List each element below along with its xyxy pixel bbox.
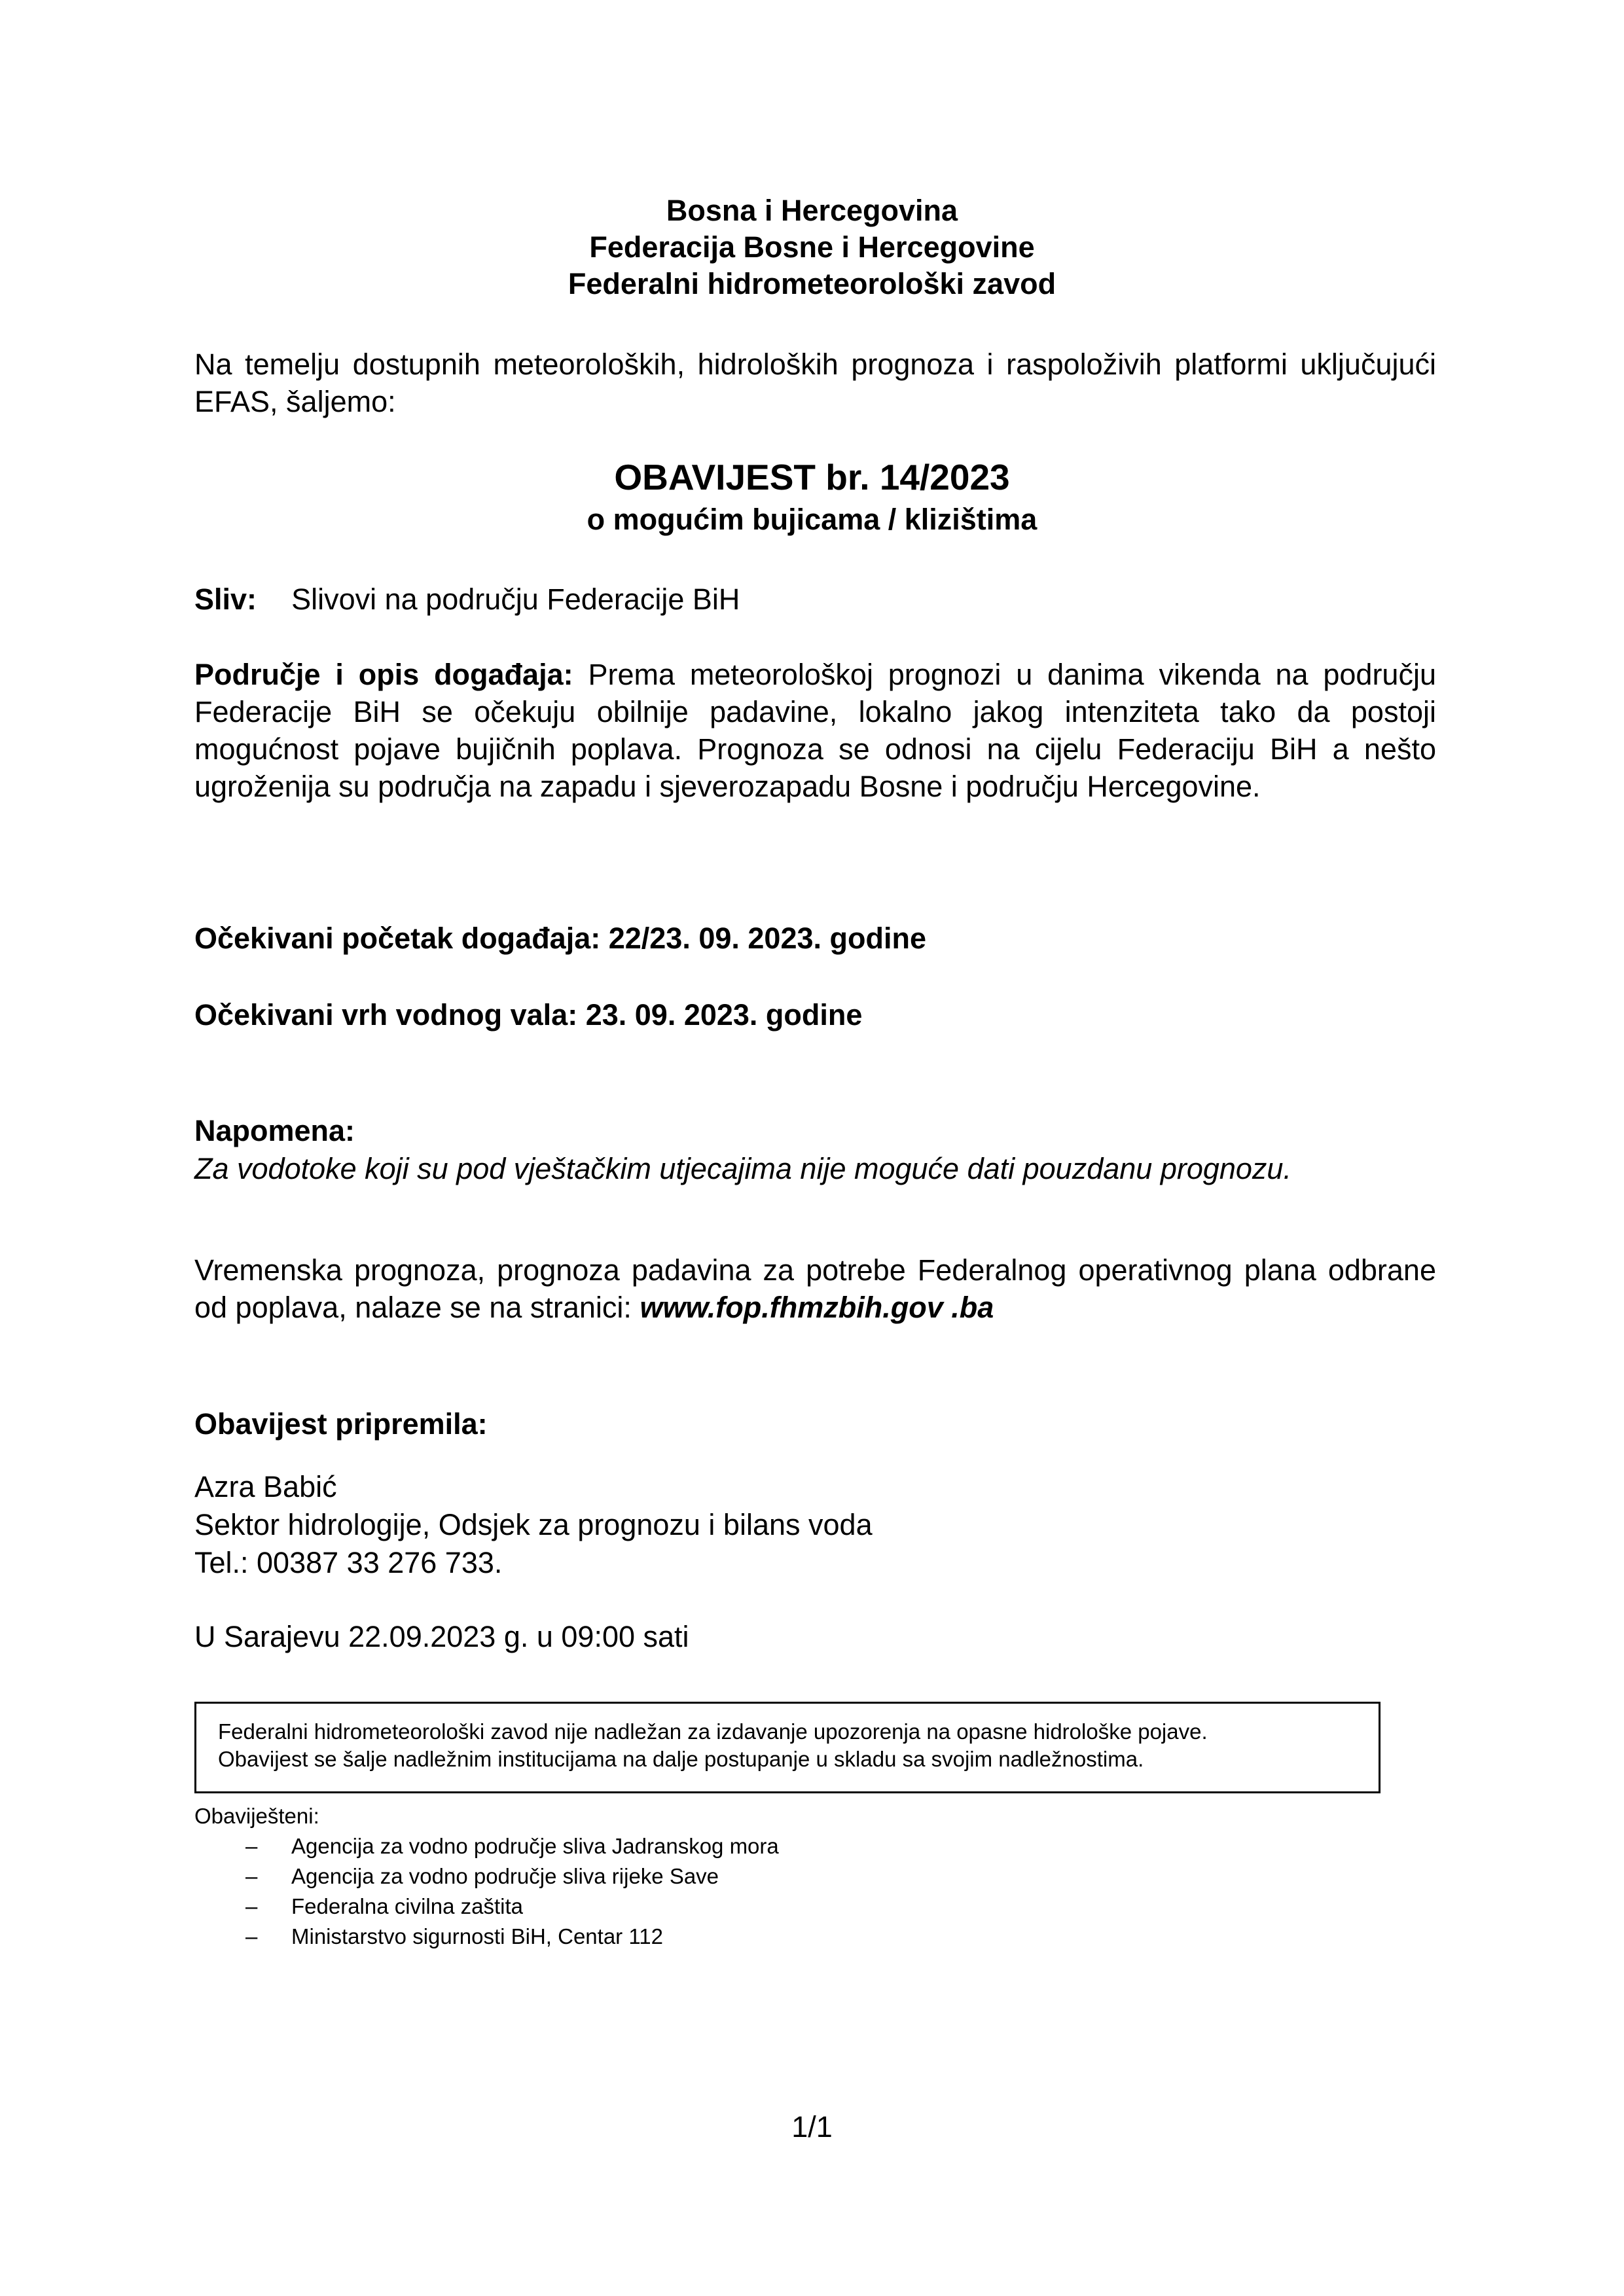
expected-start: Očekivani početak događaja: 22/23. 09. 2023. godine <box>194 922 926 955</box>
dash-bullet: – <box>245 1894 258 1918</box>
dash-bullet: – <box>245 1834 258 1858</box>
document-header <box>0 192 1624 302</box>
prepared-phone: Tel.: 00387 33 276 733. <box>194 1546 503 1579</box>
note-label: Napomena: <box>194 1114 355 1147</box>
sliv-row <box>194 581 1436 618</box>
sliv-value: Slivovi na području Federacije BiH <box>291 583 740 616</box>
intro-paragraph: Na temelju dostupnih meteoroloških, hidroloških prognoza i raspoloživih platformi uključujući EFAS, šaljemo: <box>194 348 1436 418</box>
page-number: 1/1 <box>791 2110 833 2144</box>
prepared-label: Obavijest pripremila: <box>194 1407 488 1441</box>
list-item <box>194 1922 779 1952</box>
header-federation: Federacija Bosne i Hercegovine <box>589 230 1035 264</box>
disclaimer-line-2: Obavijest se šalje nadležnim institucijama na dalje postupanje u skladu sa svojim nadležnostima. <box>218 1747 1144 1771</box>
recipients-list <box>194 1831 779 1952</box>
recipient-name: Agencija za vodno područje sliva Jadranskog mora <box>291 1834 779 1858</box>
prepared-department: Sektor hidrologije, Odsjek za prognozu i bilans voda <box>194 1508 873 1541</box>
dash-bullet: – <box>245 1924 258 1948</box>
recipient-name: Agencija za vodno područje sliva rijeke Save <box>291 1864 719 1888</box>
note-text: Za vodotoke koji su pod vještačkim utjecajima nije moguće dati pouzdanu prognozu. <box>194 1152 1291 1185</box>
notice-title: OBAVIJEST br. 14/2023 <box>614 457 1010 497</box>
area-text: Prema meteorološkoj prognozi u danima vikenda na području Federacije BiH se očekuju obilnije padavine, lokalno jakog intenziteta tako da postoji mogućnost pojave bujičnih poplava. Prognoza se odnosi na cijelu Federaciju BiH a nešto ugroženija su područja na zapadu i sjeverozapadu Bosne i području Hercegovine. <box>194 658 1436 803</box>
recipient-name: Federalna civilna zaštita <box>291 1894 524 1918</box>
area-label: Područje i opis događaja: <box>194 658 573 691</box>
disclaimer-line-1: Federalni hidrometeorološki zavod nije nadležan za izdavanje upozorenja na opasne hidrološke pojave. <box>218 1719 1208 1744</box>
notice-subtitle: o mogućim bujicama / klizištima <box>586 503 1038 536</box>
recipients-section <box>194 1801 779 1952</box>
expected-peak: Očekivani vrh vodnog vala: 23. 09. 2023. godine <box>194 998 863 1031</box>
header-institution: Federalni hidrometeorološki zavod <box>568 267 1056 300</box>
forecast-text: Vremenska prognoza, prognoza padavina za potrebe Federalnog operativnog plana odbrane od poplava, nalaze se na stranici: <box>194 1253 1436 1324</box>
disclaimer-box <box>194 1702 1380 1793</box>
forecast-link[interactable]: www.fop.fhmzbih.gov .ba <box>640 1291 994 1324</box>
sliv-label: Sliv: <box>194 583 257 616</box>
dash-bullet: – <box>245 1864 258 1888</box>
prepared-name: Azra Babić <box>194 1470 337 1503</box>
list-item <box>194 1831 779 1861</box>
forecast-paragraph <box>194 1251 1436 1326</box>
recipients-label: Obaviješteni: <box>194 1804 319 1828</box>
list-item <box>194 1861 779 1892</box>
area-description <box>194 656 1436 805</box>
recipient-name: Ministarstvo sigurnosti BiH, Centar 112 <box>291 1924 663 1948</box>
place-and-date: U Sarajevu 22.09.2023 g. u 09:00 sati <box>194 1620 689 1653</box>
list-item <box>194 1892 779 1922</box>
header-country: Bosna i Hercegovina <box>666 194 958 227</box>
